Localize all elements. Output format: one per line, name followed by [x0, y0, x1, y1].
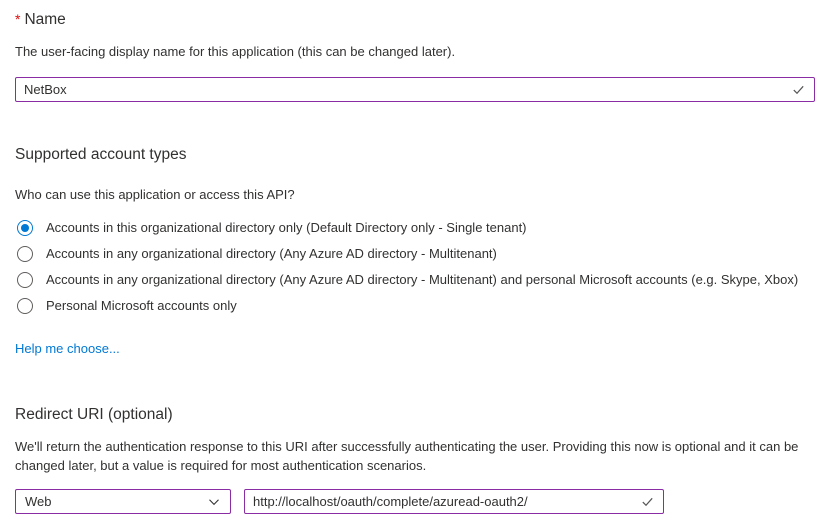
radio-icon[interactable]	[17, 220, 33, 236]
radio-icon[interactable]	[17, 298, 33, 314]
radio-option-personal-only[interactable]	[15, 293, 815, 319]
radio-option-label: Accounts in this organizational directory only (Default Directory only - Single tenant)	[46, 220, 527, 235]
radio-icon[interactable]	[17, 272, 33, 288]
name-title-text: Name	[24, 11, 66, 28]
checkmark-icon	[640, 494, 655, 509]
account-types-section	[15, 144, 815, 358]
redirect-uri-section	[15, 404, 815, 514]
radio-option-multitenant[interactable]	[15, 241, 815, 267]
radio-option-label: Accounts in any organizational directory (Any Azure AD directory - Multitenant) and personal Microsoft accounts (e.g. Skype, Xbox)	[46, 272, 799, 287]
name-description: The user-facing display name for this application (this can be changed later).	[15, 44, 456, 59]
platform-select[interactable]	[15, 489, 231, 514]
radio-option-label: Accounts in any organizational directory (Any Azure AD directory - Multitenant)	[46, 246, 497, 261]
account-types-radio-group	[15, 215, 815, 319]
radio-option-multitenant-personal[interactable]	[15, 267, 815, 293]
radio-option-label: Personal Microsoft accounts only	[46, 298, 237, 313]
name-section	[15, 9, 815, 102]
account-types-question: Who can use this application or access this API?	[15, 187, 295, 202]
required-asterisk: *	[15, 11, 21, 27]
radio-option-single-tenant[interactable]	[15, 215, 815, 241]
redirect-uri-title: Redirect URI (optional)	[15, 406, 173, 423]
checkmark-icon	[791, 82, 806, 97]
name-section-title	[15, 9, 815, 30]
help-me-choose-link[interactable]: Help me choose...	[15, 341, 120, 356]
name-input-container	[15, 77, 815, 102]
account-types-title: Supported account types	[15, 146, 187, 163]
chevron-down-icon	[207, 495, 221, 509]
radio-icon[interactable]	[17, 246, 33, 262]
redirect-uri-input[interactable]	[253, 494, 634, 509]
redirect-uri-description: We'll return the authentication response to this URI after successfully authenticating the user. Providing this now is optional and it can be changed later, but a value is required for most authentication scenarios.	[15, 439, 799, 473]
platform-select-value: Web	[25, 494, 52, 509]
redirect-uri-input-container	[244, 489, 664, 514]
name-input[interactable]	[24, 82, 785, 97]
redirect-uri-row	[15, 489, 815, 514]
